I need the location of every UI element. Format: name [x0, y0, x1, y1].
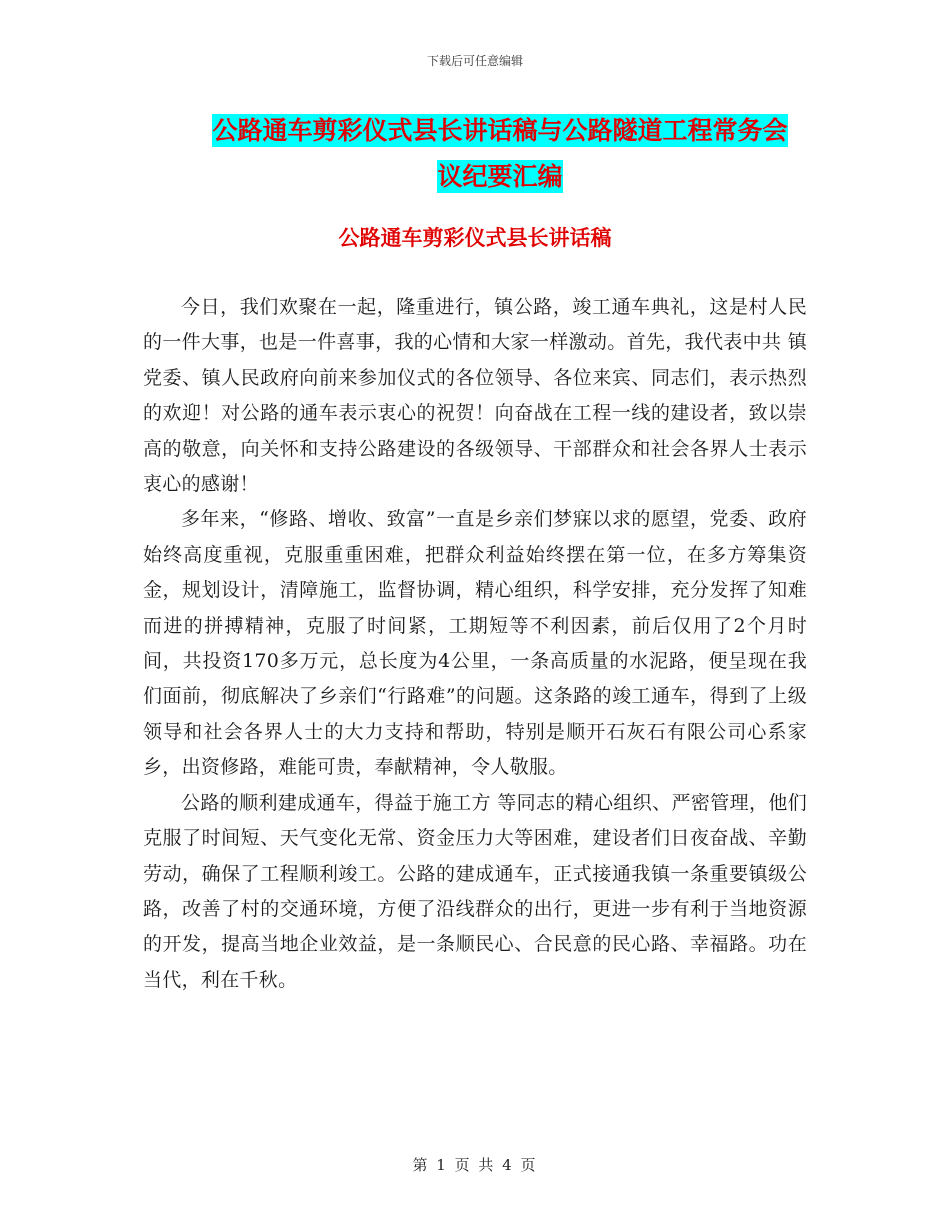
- paragraph: 今日，我们欢聚在一起，隆重进行，镇公路，竣工通车典礼，这是村人民的一件大事，也是一件喜事，我的心情和大家一样激动。首先，我代表中共 镇党委、镇人民政府向前来参加仪式的各位领导、各位来宾、同志们，表示热烈的欢迎！对公路的通车表示衷心的祝贺！向奋战在工程一线的建设者，致以崇高的敬意，向关怀和支持公路建设的各级领导、干部群众和社会各界人士表示衷心的感谢！: [143, 296, 807, 496]
- document-title-line-2: 议纪要汇编: [437, 162, 563, 191]
- document-title: [180, 108, 820, 200]
- section-title: 公路通车剪彩仪式县长讲话稿: [338, 225, 612, 250]
- page-number: 第 1 页 共 4 页: [412, 1156, 538, 1174]
- document-body: [143, 290, 807, 998]
- page-header-note: 下载后可任意编辑: [426, 54, 523, 68]
- document-title-line-1: 公路通车剪彩仪式县长讲话稿与公路隧道工程常务会: [212, 116, 788, 145]
- paragraph: 公路的顺利建成通车，得益于施工方 等同志的精心组织、严密管理，他们克服了时间短、天气变化无常、资金压力大等困难，建设者们日夜奋战、辛勤劳动，确保了工程顺利竣工。公路的建成通车，正式接通我镇一条重要镇级公路，改善了村的交通环境，方便了沿线群众的出行，更进一步有利于当地资源的开发，提高当地企业效益，是一条顺民心、合民意的民心路、幸福路。功在当代，利在千秋。: [143, 791, 807, 991]
- paragraph: 多年来，“修路、增收、致富”一直是乡亲们梦寐以求的愿望，党委、政府始终高度重视，克服重重困难，把群众利益始终摆在第一位，在多方筹集资金，规划设计，清障施工，监督协调，精心组织，科学安排，充分发挥了知难而进的拼搏精神，克服了时间紧，工期短等不利因素，前后仅用了2个月时间，共投资170多万元，总长度为4公里，一条高质量的水泥路，便呈现在我们面前，彻底解决了乡亲们“行路难”的问题。这条路的竣工通车，得到了上级领导和社会各界人士的大力支持和帮助，特别是顺开石灰石有限公司心系家乡，出资修路，难能可贵，奉献精神，令人敬服。: [143, 508, 807, 779]
